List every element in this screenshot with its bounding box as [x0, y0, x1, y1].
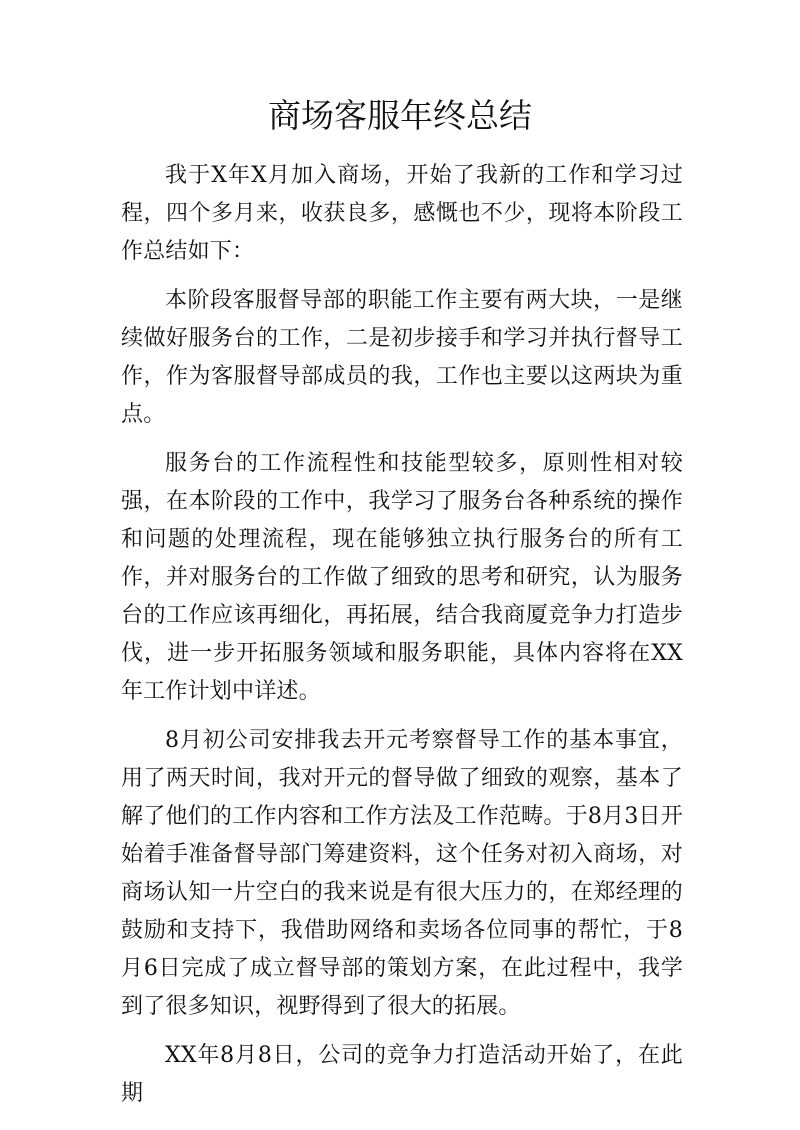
document-title: 商场客服年终总结: [268, 96, 532, 135]
document-body: [121, 157, 683, 1124]
paragraph-3: 服务台的工作流程性和技能型较多，原则性相对较强，在本阶段的工作中，我学习了服务台各种系统的操作和问题的处理流程，现在能够独立执行服务台的所有工作，并对服务台的工作做了细致的思考和研究，认为服务台的工作应该再细化，再拓展，结合我商厦竞争力打造步伐，进一步开拓服务领域和服务职能，具体内容将在XX年工作计划中详述。: [121, 451, 683, 704]
paragraph-1: 我于X年X月加入商场，开始了我新的工作和学习过程，四个多月来，收获良多，感慨也不少，现将本阶段工作总结如下：: [121, 163, 683, 264]
paragraph-4: 8月初公司安排我去开元考察督导工作的基本事宜，用了两天时间，我对开元的督导做了细致的观察，基本了解了他们的工作内容和工作方法及工作范畴。于8月3日开始着手准备督导部门筹建资料，这个任务对初入商场，对商场认知一片空白的我来说是有很大压力的，在郑经理的鼓励和支持下，我借助网络和卖场各位同事的帮忙，于8月6日完成了成立督导部的策划方案，在此过程中，我学到了很多知识，视野得到了很大的拓展。: [121, 728, 683, 1019]
paragraph-5: XX年8月8日，公司的竞争力打造活动开始了，在此期: [121, 1043, 683, 1106]
paragraph-2: 本阶段客服督导部的职能工作主要有两大块，一是继续做好服务台的工作，二是初步接手和学习并执行督导工作，作为客服督导部成员的我，工作也主要以这两块为重点。: [121, 288, 683, 427]
